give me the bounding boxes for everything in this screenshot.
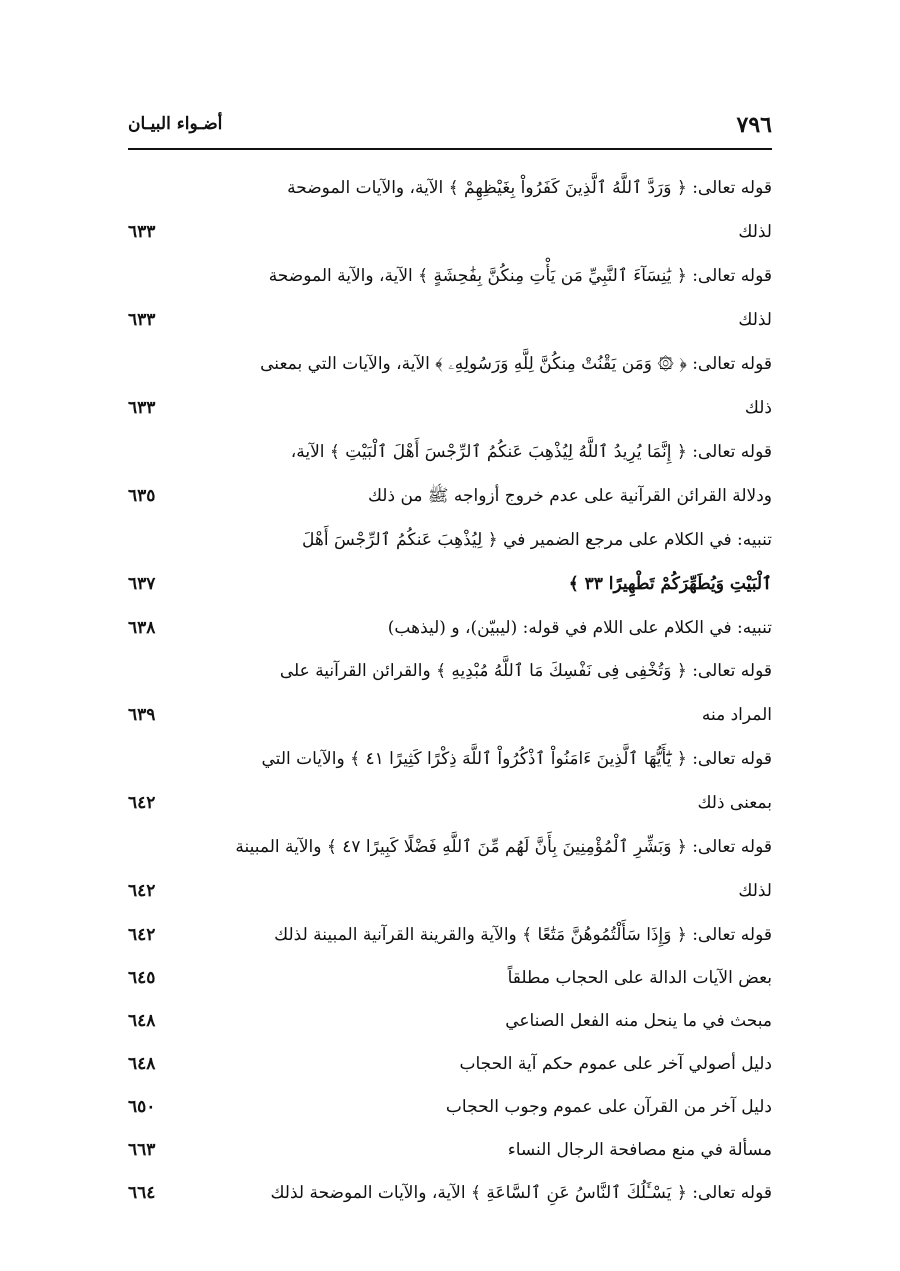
toc-entry	[128, 1085, 772, 1128]
toc-page-number: ٦٣٣	[128, 310, 156, 330]
toc-entry-last-line	[128, 562, 772, 606]
book-title: أضـواء البيـان	[128, 114, 223, 134]
toc-entry-last-line	[128, 474, 772, 518]
toc-page-number: ٦٤٨	[128, 1011, 156, 1031]
toc-entry-text: قوله تعالى: ﴿ يَٰنِسَآءَ ٱلنَّبِيِّ مَن يَأْتِ مِنكُنَّ بِفَٰحِشَةٍ ﴾ الآية، والآية الموضحة	[268, 266, 772, 286]
toc-entry-continuation: لذلك	[738, 310, 772, 330]
toc-entry-last-line	[128, 1042, 772, 1085]
toc-page-number: ٦٤٢	[128, 793, 156, 813]
toc-page-number: ٦٦٤	[128, 1183, 156, 1203]
page-header	[128, 108, 772, 150]
toc-entry-text: قوله تعالى: ﴿ وَإِذَا سَأَلْتُمُوهُنَّ مَتَٰعًا ﴾ والآية والقرينة القرآنية المبينة لذلك	[274, 925, 772, 945]
toc-entry	[128, 606, 772, 649]
toc-entry-continuation: المراد منه	[701, 705, 772, 725]
toc-entry-last-line	[128, 869, 772, 913]
toc-entry	[128, 430, 772, 518]
toc-page-number: ٦٦٣	[128, 1140, 156, 1160]
toc-entry	[128, 1042, 772, 1085]
toc-entry	[128, 1171, 772, 1214]
toc-entry-continuation: لذلك	[738, 222, 772, 242]
toc-entry	[128, 649, 772, 737]
toc-entry-last-line	[128, 781, 772, 825]
table-of-contents	[128, 166, 772, 1214]
toc-entry-text: مسألة في منع مصافحة الرجال النساء	[507, 1140, 772, 1160]
toc-page-number: ٦٣٣	[128, 222, 156, 242]
toc-entry-text: بعض الآيات الدالة على الحجاب مطلقاً	[507, 968, 772, 988]
toc-entry-continuation: لذلك	[738, 881, 772, 901]
toc-page-number: ٦٣٨	[128, 618, 156, 638]
toc-page-number: ٦٣٧	[128, 574, 156, 594]
toc-entry-text: قوله تعالى: ﴿ وَتُخْفِى فِى نَفْسِكَ مَا ٱللَّهُ مُبْدِيهِ ﴾ والقرائن القرآنية على	[279, 661, 772, 681]
dot-leader	[178, 606, 382, 650]
toc-entry-text: مبحث في ما ينحل منه الفعل الصناعي	[505, 1011, 772, 1031]
toc-entry	[128, 518, 772, 606]
toc-entry	[128, 999, 772, 1042]
toc-entry	[128, 737, 772, 825]
toc-entry-last-line	[128, 1128, 772, 1171]
toc-entry-text: قوله تعالى: ﴿ يَسْـَٔلُكَ ٱلنَّاسُ عَنِ ٱلسَّاعَةِ ﴾ الآية، والآيات الموضحة لذلك	[270, 1183, 772, 1203]
toc-entry-text: قوله تعالى: ﴿ وَرَدَّ ٱللَّهُ ٱلَّذِينَ كَفَرُواْ بِغَيْظِهِمْ ﴾ الآية، والآيات الموضحة	[287, 178, 772, 198]
toc-entry-last-line	[128, 606, 772, 649]
toc-entry-text: قوله تعالى: ﴿ ۞ وَمَن يَقْنُتْ مِنكُنَّ لِلَّهِ وَرَسُولِهِۦ ﴾ الآية، والآيات التي بمعنى	[260, 354, 772, 374]
dot-leader	[178, 869, 732, 913]
toc-entry-last-line	[128, 913, 772, 956]
dot-leader	[178, 562, 563, 606]
toc-page-number: ٦٣٣	[128, 398, 156, 418]
toc-page-number: ٦٣٥	[128, 486, 156, 506]
toc-entry	[128, 342, 772, 430]
dot-leader	[178, 781, 691, 825]
toc-page-number: ٦٤٨	[128, 1054, 156, 1074]
toc-entry	[128, 166, 772, 254]
toc-entry-text: دليل آخر من القرآن على عموم وجوب الحجاب	[445, 1097, 772, 1117]
dot-leader	[178, 474, 362, 518]
dot-leader	[178, 298, 732, 342]
dot-leader	[178, 1128, 502, 1172]
toc-page-number: ٦٥٠	[128, 1097, 156, 1117]
toc-entry-text: قوله تعالى: ﴿ إِنَّمَا يُرِيدُ ٱللَّهُ لِيُذْهِبَ عَنكُمُ ٱلرِّجْسَ أَهْلَ ٱلْبَيْتِ ﴾ الآية،	[290, 442, 772, 462]
toc-entry	[128, 1128, 772, 1171]
dot-leader	[178, 1171, 264, 1215]
dot-leader	[178, 693, 696, 737]
toc-entry-text: قوله تعالى: ﴿ يَٰٓأَيُّهَا ٱلَّذِينَ ءَامَنُواْ ٱذْكُرُواْ ٱللَّهَ ذِكْرًا كَثِيرًا ٤١ ﴾ والآيات التي	[261, 749, 772, 769]
toc-entry-continuation: ودلالة القرائن القرآنية على عدم خروج أزواجه ﷺ من ذلك	[367, 486, 772, 506]
toc-entry-last-line	[128, 386, 772, 430]
toc-page-number: ٦٤٥	[128, 968, 156, 988]
toc-page-number: ٦٤٢	[128, 925, 156, 945]
dot-leader	[178, 1042, 453, 1086]
dot-leader	[178, 386, 739, 430]
page-number: ٧٩٦	[736, 112, 772, 138]
dot-leader	[178, 1085, 440, 1129]
toc-entry-last-line	[128, 1171, 772, 1214]
toc-entry-text: تنبيه: في الكلام على مرجع الضمير في ﴿ لِيُذْهِبَ عَنكُمُ ٱلرِّجْسَ أَهْلَ	[301, 530, 772, 550]
dot-leader	[178, 913, 268, 957]
toc-entry-text: دليل أصولي آخر على عموم حكم آية الحجاب	[459, 1054, 772, 1074]
toc-entry	[128, 254, 772, 342]
toc-entry	[128, 956, 772, 999]
dot-leader	[178, 956, 502, 1000]
toc-entry-last-line	[128, 999, 772, 1042]
toc-entry-last-line	[128, 693, 772, 737]
toc-page-number: ٦٣٩	[128, 705, 156, 725]
toc-entry-last-line	[128, 956, 772, 999]
toc-entry-last-line	[128, 298, 772, 342]
toc-entry-text: تنبيه: في الكلام على اللام في قوله: (ليبيّن)، و (ليذهب)	[387, 618, 772, 638]
toc-entry-text: قوله تعالى: ﴿ وَبَشِّرِ ٱلْمُؤْمِنِينَ بِأَنَّ لَهُم مِّنَ ٱللَّهِ فَضْلًا كَبِيرًا ٤٧ ﴾ والآية المبينة	[235, 837, 772, 857]
toc-page-number: ٦٤٢	[128, 881, 156, 901]
dot-leader	[178, 210, 732, 254]
toc-entry-last-line	[128, 210, 772, 254]
toc-entry-continuation: بمعنى ذلك	[697, 793, 772, 813]
toc-entry	[128, 825, 772, 913]
toc-entry	[128, 913, 772, 956]
toc-entry-continuation: ذلك	[744, 398, 772, 418]
toc-entry-last-line	[128, 1085, 772, 1128]
dot-leader	[178, 999, 499, 1043]
toc-entry-continuation: ٱلْبَيْتِ وَيُطَهِّرَكُمْ تَطْهِيرًا ٣٣ ﴾	[568, 574, 772, 594]
